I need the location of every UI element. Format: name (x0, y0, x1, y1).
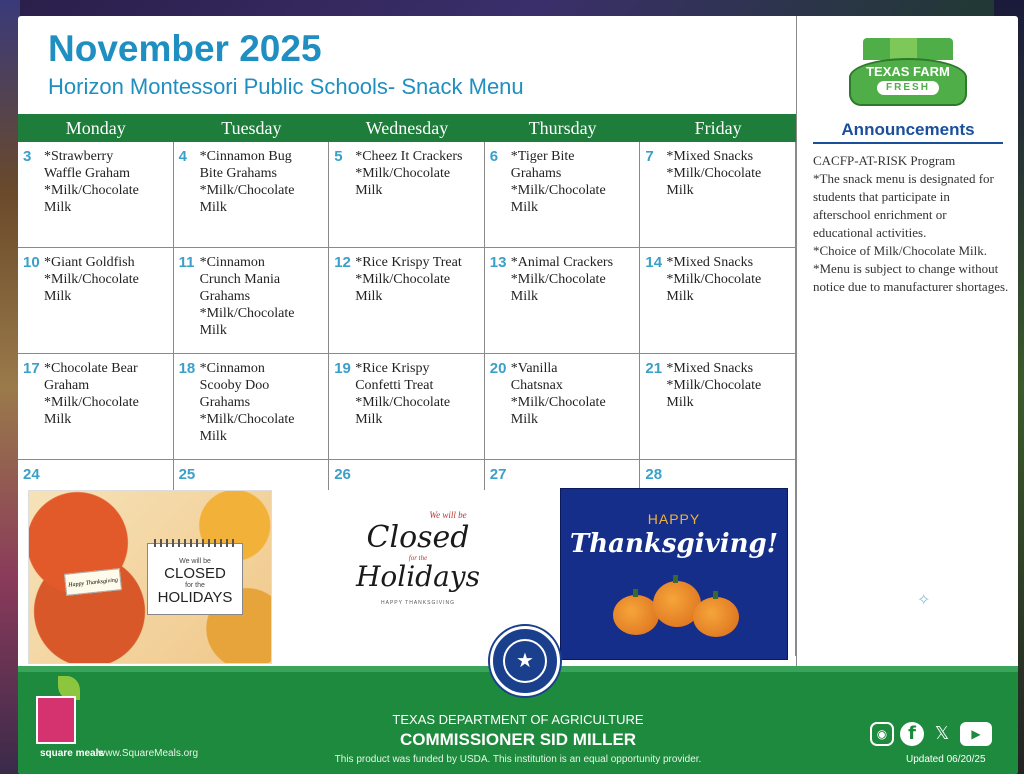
logo-line2: FRESH (877, 81, 939, 95)
x-icon[interactable]: 𝕏 (934, 723, 950, 744)
snack-item: *Cheez It Crackers *Milk/Chocolate Milk (355, 149, 463, 198)
thanks-happy: HAPPY (647, 511, 701, 527)
weekday-header (18, 114, 796, 142)
farm-icon (863, 38, 953, 60)
day-cell (18, 354, 174, 460)
week-row (18, 248, 796, 354)
day-number: 7 (645, 148, 654, 165)
weekday-thursday: Thursday (528, 118, 597, 138)
day-cell (18, 248, 174, 354)
announcements-body (813, 152, 1009, 296)
thanksgiving-tag: Happy Thanksgiving (64, 568, 122, 596)
day-number: 6 (489, 148, 499, 165)
announcements-underline (813, 142, 1003, 144)
closed-notice-word: CLOSED (164, 565, 226, 582)
tda-seal (490, 626, 560, 696)
happy-thanksgiving-image (560, 488, 788, 660)
day-cell (329, 248, 485, 354)
texas-farm-fresh-logo (845, 28, 971, 110)
closed-notice-forthe: for the (185, 582, 205, 589)
snack-item: *Chocolate Bear Graham *Milk/Chocolate Milk (44, 361, 139, 427)
day-cell (18, 142, 174, 248)
closed-notice-holidays: HOLIDAYS (157, 589, 233, 606)
closed-holidays-fall-image (28, 490, 272, 664)
day-number: 18 (178, 360, 196, 377)
announcements-sidebar (796, 16, 1018, 666)
announcement-item: *Choice of Milk/Chocolate Milk. (813, 243, 988, 258)
day-cell (640, 142, 796, 248)
day-number: 20 (489, 360, 507, 377)
texas-outline-icon: ✧ (917, 592, 931, 609)
holiday-holidays: Holidays (356, 560, 480, 593)
day-number: 26 (334, 466, 351, 483)
announcement-item: *The snack menu is designated for students that participate in afterschool enrichment or educational activities. (813, 171, 994, 240)
day-number: 3 (23, 148, 32, 165)
commissioner-name: COMMISSIONER SID MILLER (399, 730, 637, 749)
holiday-we-will-be: We will be (429, 510, 467, 520)
holiday-for-the: for the (408, 554, 428, 562)
week-row (18, 142, 796, 248)
spiral-binding-icon (154, 539, 236, 547)
logo-line1: TEXAS FARM (866, 64, 950, 79)
agency-name: TEXAS DEPARTMENT OF AGRICULTURE (392, 712, 644, 727)
snack-item: *Rice Krispy Treat *Milk/Chocolate Milk (355, 255, 462, 304)
day-number: 4 (178, 148, 187, 165)
snack-item: *Tiger Bite Grahams *Milk/Chocolate Milk (510, 149, 606, 215)
footer (18, 650, 1018, 774)
day-cell (485, 354, 641, 460)
day-cell (174, 142, 330, 248)
day-number: 28 (645, 466, 663, 483)
menu-sheet (18, 16, 1018, 774)
day-number: 12 (334, 254, 351, 271)
funding-statement: This product was funded by USDA. This institution is an equal opportunity provider. (334, 754, 702, 765)
social-links (870, 722, 992, 746)
snack-item: *Giant Goldfish *Milk/Chocolate Milk (44, 255, 139, 304)
closed-holidays-script-image (318, 490, 518, 664)
snack-item: *Cinnamon Bug Bite Grahams *Milk/Chocolate Milk (199, 149, 295, 215)
star-icon: ★ (503, 639, 547, 683)
closed-notice-card (147, 543, 243, 615)
page-subtitle: Horizon Montessori Public Schools- Snack Menu (48, 74, 524, 99)
day-number: 5 (334, 148, 343, 165)
page-title: November 2025 (48, 28, 322, 69)
weekday-tuesday: Tuesday (221, 118, 282, 138)
day-number: 24 (23, 466, 40, 483)
snack-item: *Animal Crackers *Milk/Chocolate Milk (510, 255, 614, 304)
announcements-title: Announcements (841, 120, 975, 139)
weekday-monday: Monday (65, 118, 126, 138)
day-cell (485, 248, 641, 354)
facebook-icon[interactable]: f (900, 722, 924, 746)
announcement-item: CACFP-AT-RISK Program (813, 153, 956, 168)
day-number: 10 (23, 254, 40, 271)
day-number: 21 (645, 360, 663, 377)
snack-item: *Mixed Snacks *Milk/Chocolate Milk (666, 149, 762, 198)
day-number: 27 (489, 466, 507, 483)
day-cell (329, 354, 485, 460)
week-row (18, 354, 796, 460)
updated-date: Updated 06/20/25 (906, 754, 986, 765)
snack-item: *Mixed Snacks *Milk/Chocolate Milk (666, 361, 762, 410)
day-cell (640, 248, 796, 354)
snack-item: *Strawberry Waffle Graham *Milk/Chocolate Milk (44, 149, 139, 215)
holiday-closed: Closed (366, 520, 470, 555)
day-cell (485, 142, 641, 248)
thanks-word: Thanksgiving! (569, 529, 779, 559)
holiday-happy-thanksgiving: HAPPY THANKSGIVING (381, 600, 455, 606)
instagram-icon[interactable]: ◉ (870, 722, 894, 746)
day-number: 17 (23, 360, 40, 377)
snack-item: *Vanilla Chatsnax *Milk/Chocolate Milk (510, 361, 606, 427)
day-number: 25 (178, 466, 196, 483)
day-number: 13 (489, 254, 507, 271)
square-meals-brand: square meals (40, 748, 104, 759)
day-number: 11 (178, 254, 195, 271)
day-cell (640, 354, 796, 460)
announcement-item: *Menu is subject to change without notice due to manufacturer shortages. (813, 261, 1009, 294)
closed-notice-small: We will be (179, 558, 211, 565)
calendar (18, 16, 796, 666)
pumpkin-icon (693, 597, 739, 637)
snack-item: *Rice Krispy Confetti Treat *Milk/Chocolate Milk (355, 361, 451, 427)
snack-item: *Mixed Snacks *Milk/Chocolate Milk (666, 255, 762, 304)
snack-item: *Cinnamon Crunch Mania Grahams *Milk/Chocolate Milk (199, 255, 295, 338)
day-cell (329, 142, 485, 248)
weekday-friday: Friday (694, 118, 742, 138)
snack-item: *Cinnamon Scooby Doo Grahams *Milk/Chocolate Milk (199, 361, 295, 444)
background-left (0, 0, 20, 774)
day-cell (174, 354, 330, 460)
day-number: 19 (334, 360, 351, 377)
day-number: 14 (645, 254, 663, 271)
weekday-wednesday: Wednesday (365, 118, 449, 138)
youtube-icon[interactable]: ▶ (960, 722, 992, 746)
day-cell (174, 248, 330, 354)
square-meals-url[interactable]: www.SquareMeals.org (98, 748, 199, 759)
